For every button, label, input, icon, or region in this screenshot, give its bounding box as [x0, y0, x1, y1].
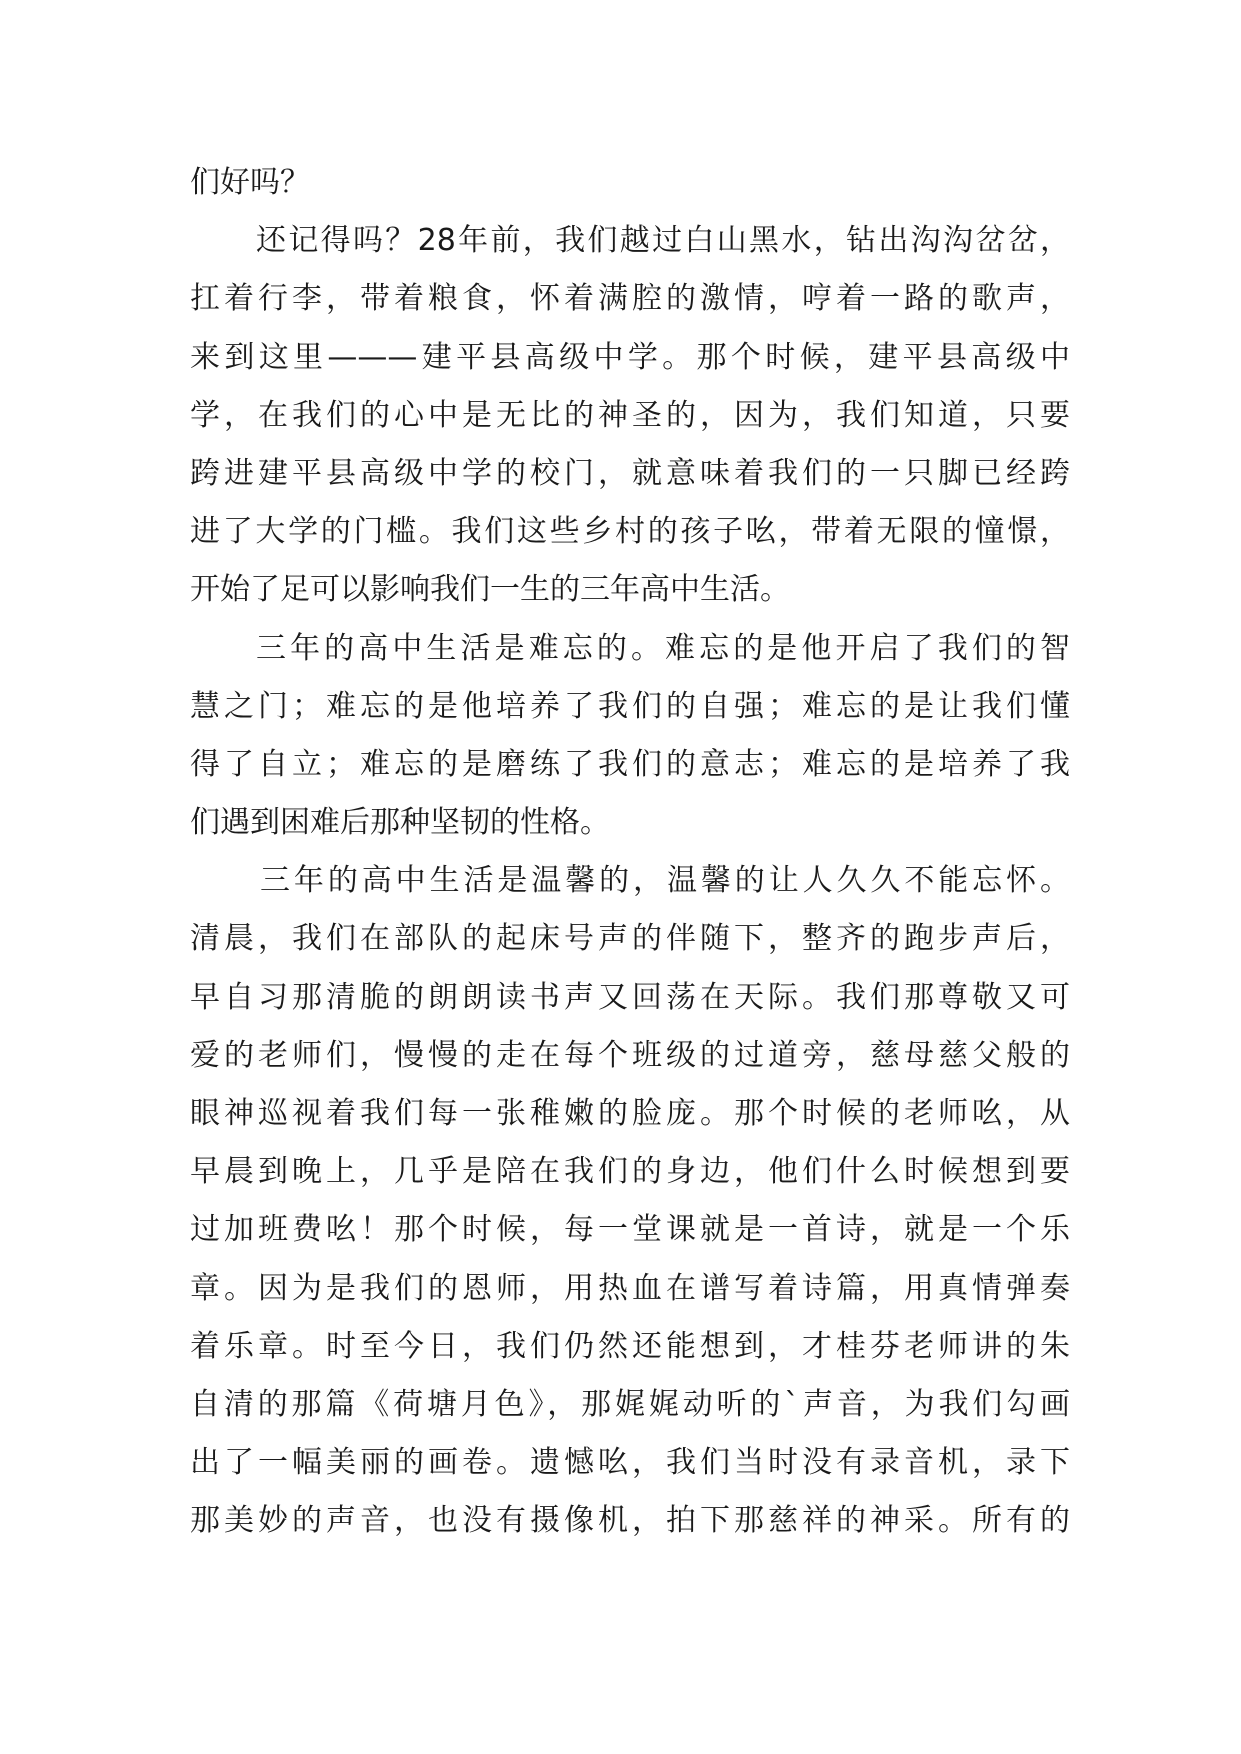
- body-text: [190, 154, 1070, 1551]
- text-line: 眼神巡视着我们每一张稚嫩的脸庞。那个时候的老师吆，从: [190, 1096, 1070, 1131]
- text-line: 自清的那篇《荷塘月色》，那娓娓动听的`声音，为我们勾画: [190, 1386, 1070, 1422]
- text-line: 开始了足可以影响我们一生的三年高中生活。: [190, 572, 790, 608]
- text-line: 进了大学的门槛。我们这些乡村的孩子吆，带着无限的憧憬，: [190, 514, 1070, 550]
- text-line: 早自习那清脆的朗朗读书声又回荡在天际。我们那尊敬又可: [190, 979, 1070, 1015]
- text-line: 爱的老师们，慢慢的走在每个班级的过道旁，慈母慈父般的: [190, 1037, 1070, 1073]
- text-line: 来到这里———建平县高级中学。那个时候，建平县高级中: [190, 339, 1070, 375]
- text-line: 出了一幅美丽的画卷。遗憾吆，我们当时没有录音机，录下: [190, 1445, 1070, 1481]
- text-line: 学，在我们的心中是无比的神圣的，因为，我们知道，只要: [190, 397, 1070, 433]
- text-line: 三年的高中生活是难忘的。难忘的是他开启了我们的智: [256, 630, 1070, 666]
- text-line: 扛着行李，带着粮食，怀着满腔的激情，哼着一路的歌声，: [190, 281, 1070, 317]
- text-line: 章。因为是我们的恩师，用热血在谱写着诗篇，用真情弹奏: [190, 1270, 1070, 1306]
- text-line: 那美妙的声音，也没有摄像机，拍下那慈祥的神采。所有的: [190, 1503, 1070, 1539]
- text-line: 得了自立；难忘的是磨练了我们的意志；难忘的是培养了我: [190, 746, 1070, 782]
- text-line: 过加班费吆！那个时候，每一堂课就是一首诗，就是一个乐: [190, 1212, 1070, 1248]
- text-line: 三年的高中生活是温馨的，温馨的让人久久不能忘怀。: [260, 863, 1070, 899]
- text-line: 们遇到困难后那种坚韧的性格。: [190, 805, 610, 841]
- text-line: 们好吗？: [190, 165, 310, 200]
- text-line: 还记得吗？28年前，我们越过白山黑水，钻出沟沟岔岔，: [256, 223, 1070, 259]
- text-line: 早晨到晚上，几乎是陪在我们的身边，他们什么时候想到要: [190, 1154, 1070, 1190]
- text-line: 慧之门；难忘的是他培养了我们的自强；难忘的是让我们懂: [190, 688, 1070, 724]
- text-line: 着乐章。时至今日，我们仍然还能想到，才桂芬老师讲的朱: [190, 1328, 1070, 1364]
- text-line: 跨进建平县高级中学的校门，就意味着我们的一只脚已经跨: [190, 455, 1070, 491]
- text-line: 清晨，我们在部队的起床号声的伴随下，整齐的跑步声后，: [190, 921, 1070, 957]
